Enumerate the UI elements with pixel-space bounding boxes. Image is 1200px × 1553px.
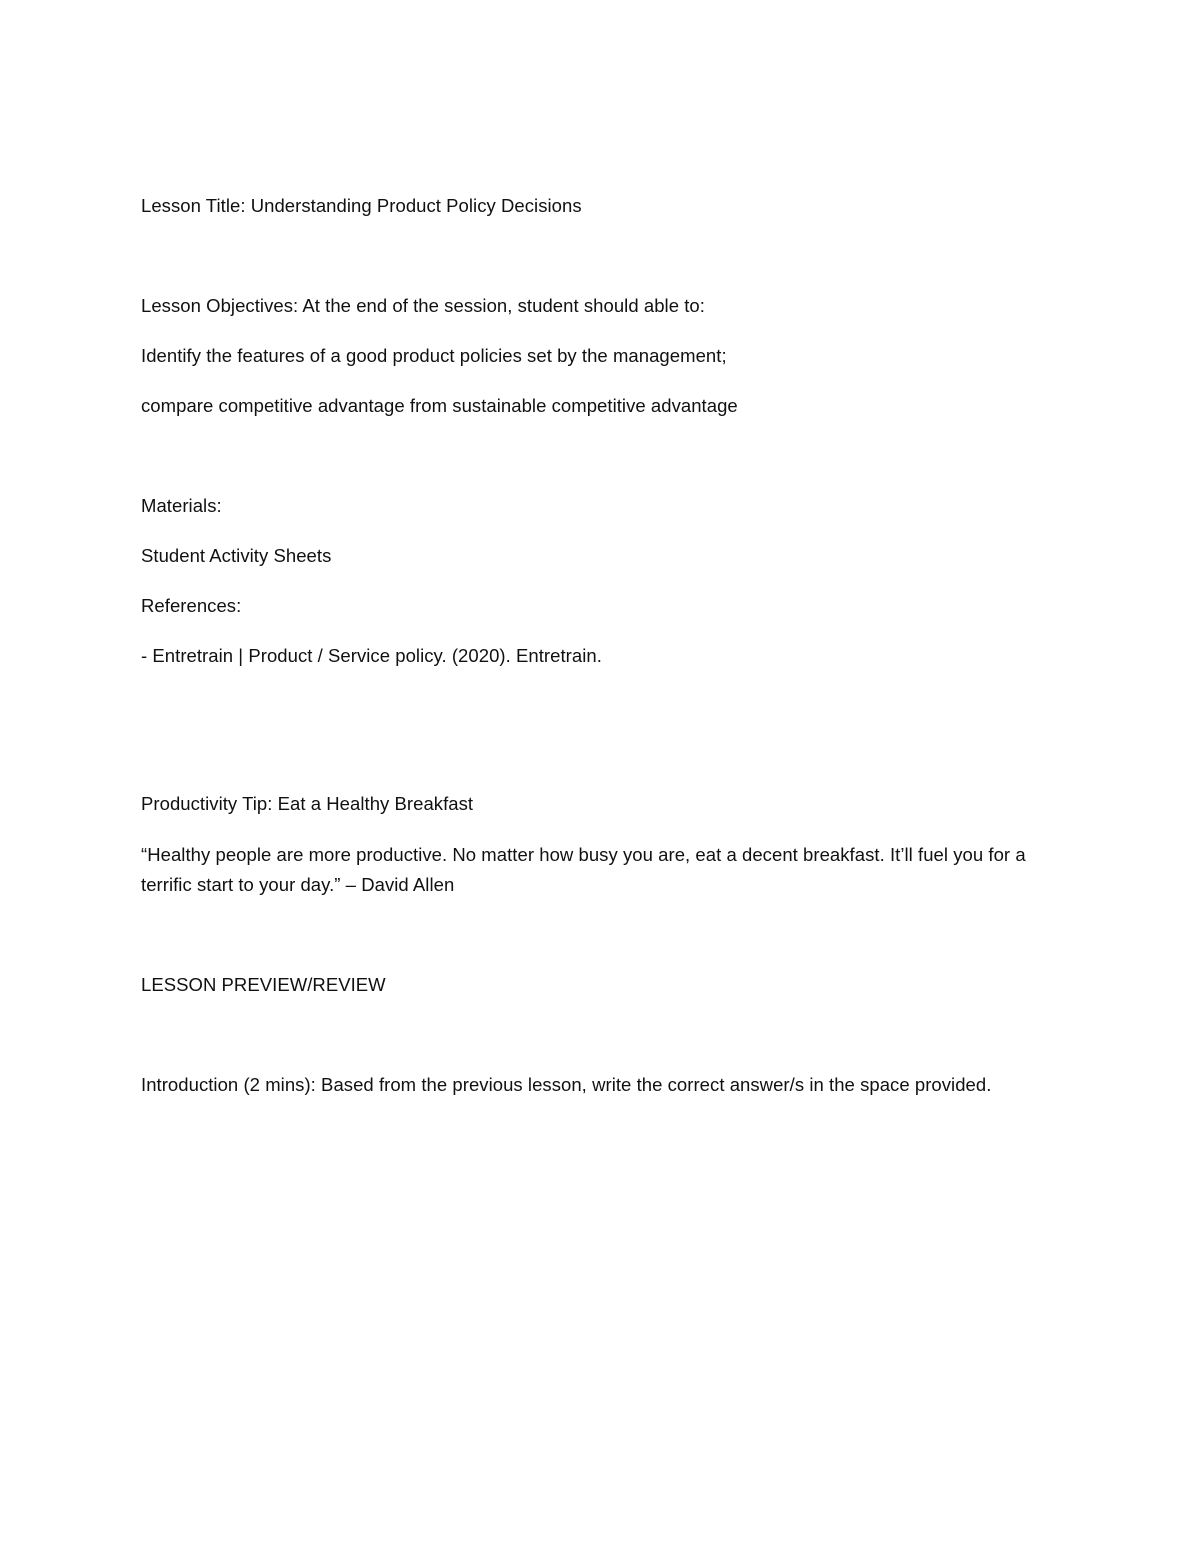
lesson-title: Lesson Title: Understanding Product Policy Decisions xyxy=(141,195,582,216)
productivity-tip-quote: “Healthy people are more productive. No matter how busy you are, eat a decent breakfast. It’ll fuel you for a terrific start to your day.” – David Allen xyxy=(141,844,1026,895)
reference-item: - Entretrain | Product / Service policy. (2020). Entretrain. xyxy=(141,645,602,666)
objective-item: Identify the features of a good product policies set by the management; xyxy=(141,345,727,366)
materials-label: Materials: xyxy=(141,495,222,516)
objective-item: compare competitive advantage from sustainable competitive advantage xyxy=(141,395,738,416)
productivity-tip-title: Productivity Tip: Eat a Healthy Breakfast xyxy=(141,793,474,814)
introduction-instruction: Introduction (2 mins): Based from the previous lesson, write the correct answer/s in the space provided. xyxy=(141,1074,992,1095)
materials-item: Student Activity Sheets xyxy=(141,545,332,566)
lesson-preview-review-heading: LESSON PREVIEW/REVIEW xyxy=(141,974,386,995)
lesson-objectives-label: Lesson Objectives: At the end of the session, student should able to: xyxy=(141,295,705,316)
references-label: References: xyxy=(141,595,242,616)
